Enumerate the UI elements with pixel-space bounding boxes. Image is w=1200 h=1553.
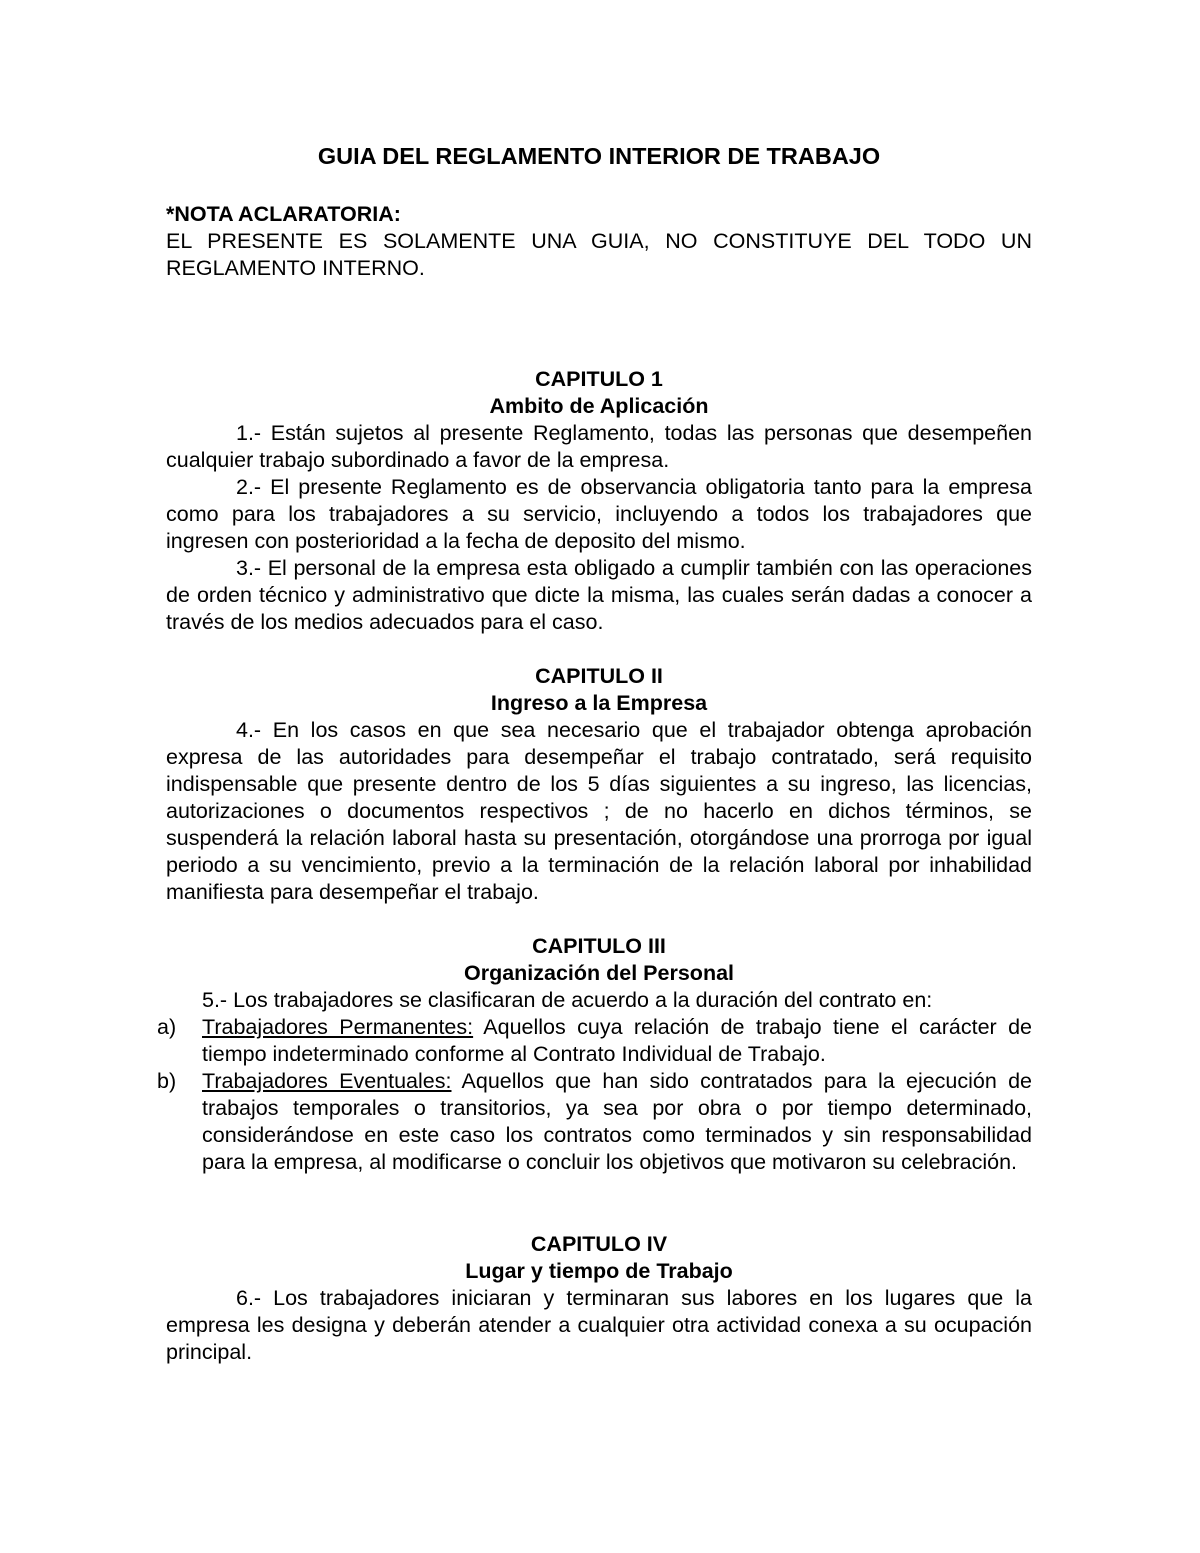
chapter-3 [157, 933, 1032, 1176]
chapter-heading: CAPITULO III [532, 934, 666, 958]
document-title: GUIA DEL REGLAMENTO INTERIOR DE TRABAJO [317, 143, 881, 169]
article-paragraph: 3.- El personal de la empresa esta obligado a cumplir también con las operaciones de orden técnico y administrativo que dicte la misma, las cuales serán dadas a conocer a través de los medios adecuados para el caso. [166, 556, 1032, 634]
chapter-subheading: Ambito de Aplicación [489, 394, 709, 418]
list-text: Aquellos que han sido contratados para la ejecución de trabajos temporales o transitorios, ya sea por obra o por tiempo determinado, considerándose en este caso los contratos como terminados y sin responsabilidad para la empresa, al modificarse o concluir los objetivos que motivaron su celebración. [202, 1069, 1032, 1174]
chapter-subheading: Lugar y tiempo de Trabajo [465, 1259, 733, 1283]
note-label: *NOTA ACLARATORIA: [166, 202, 401, 226]
list-marker: b) [157, 1069, 177, 1093]
article-intro: 5.- Los trabajadores se clasificaran de acuerdo a la duración del contrato en: [202, 988, 933, 1012]
chapter-1 [166, 366, 1032, 636]
list-term: Trabajadores Eventuales: [202, 1069, 452, 1093]
chapter-heading: CAPITULO 1 [535, 367, 663, 391]
document-page [157, 0, 1032, 1553]
chapter-heading: CAPITULO IV [530, 1232, 668, 1256]
article-paragraph: 1.- Están sujetos al presente Reglamento, todas las personas que desempeñen cualquier trabajo subordinado a favor de la empresa. [166, 421, 1032, 472]
note-block [166, 201, 1032, 282]
list-item [157, 1068, 1032, 1176]
list-text: Aquellos cuya relación de trabajo tiene el carácter de tiempo indeterminado conforme al Contrato Individual de Trabajo. [202, 1015, 1032, 1066]
chapter-2 [166, 663, 1032, 906]
article-paragraph: 6.- Los trabajadores iniciaran y terminaran sus labores en los lugares que la empresa les designa y deberán atender a cualquier otra actividad conexa a su ocupación principal. [166, 1286, 1032, 1364]
list-item [157, 1014, 1032, 1068]
chapter-subheading: Organización del Personal [463, 961, 735, 985]
chapter-subheading: Ingreso a la Empresa [490, 691, 708, 715]
chapter-4 [166, 1231, 1032, 1366]
list-term: Trabajadores Permanentes: [202, 1015, 474, 1039]
article-paragraph: 4.- En los casos en que sea necesario que el trabajador obtenga aprobación expresa de las autoridades para desempeñar el trabajo contratado, será requisito indispensable que presente dentro de los 5 días siguientes a su ingreso, las licencias, autorizaciones o documentos respectivos ; de no hacerlo en dichos términos, se suspenderá la relación laboral hasta su presentación, otorgándose una prorroga por igual periodo a su vencimiento, previo a la terminación de la relación laboral por inhabilidad manifiesta para desempeñar el trabajo. [166, 718, 1032, 904]
article-paragraph: 2.- El presente Reglamento es de observancia obligatoria tanto para la empresa como para los trabajadores a su servicio, incluyendo a todos los trabajadores que ingresen con posterioridad a la fecha de deposito del mismo. [166, 475, 1032, 553]
note-text: EL PRESENTE ES SOLAMENTE UNA GUIA, NO CONSTITUYE DEL TODO UN REGLAMENTO INTERNO. [166, 229, 1032, 280]
list-marker: a) [157, 1015, 177, 1039]
chapter-heading: CAPITULO II [535, 664, 663, 688]
